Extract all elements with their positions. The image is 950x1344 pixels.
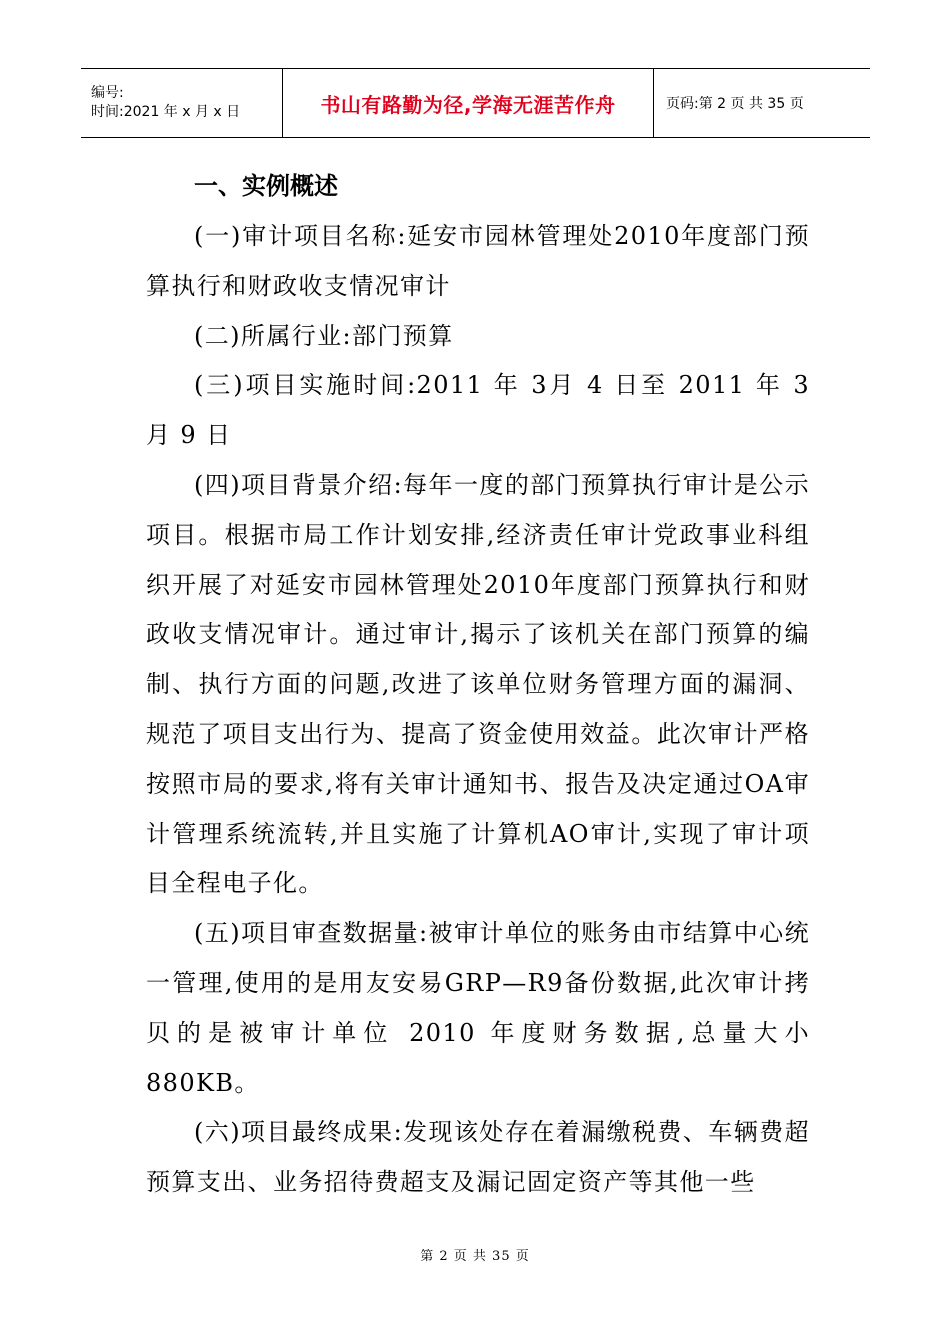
header-page-cell <box>654 69 870 137</box>
paragraph-implementation-time: (三)项目实施时间:2011 年 3月 4 日至 2011 年 3 月 9 日 <box>146 371 810 450</box>
header-meta-cell <box>81 69 283 137</box>
section-heading: 一、实例概述 <box>194 172 338 200</box>
document-body <box>146 162 810 1208</box>
paragraph-project-name: (一)审计项目名称:延安市园林管理处2010年度部门预算执行和财政收支情况审计 <box>146 222 810 300</box>
paragraph-final-results: (六)项目最终成果:发现该处存在着漏缴税费、车辆费超预算支出、业务招待费超支及漏记固定资产等其他一些 <box>146 1118 810 1197</box>
header-page-code: 页码:第 2 页 共 35 页 <box>666 96 804 112</box>
document-time-label: 时间:2021 年 x 月 x 日 <box>91 104 241 120</box>
document-number-label: 编号: <box>91 85 124 101</box>
paragraph-data-volume: (五)项目审查数据量:被审计单位的账务由市结算中心统一管理,使用的是用友安易GRP—R9备份数据,此次审计拷贝的是被审计单位 2010 年度财务数据,总量大小880KB。 <box>146 919 810 1097</box>
paragraph-industry: (二)所属行业:部门预算 <box>194 321 454 350</box>
paragraph-background: (四)项目背景介绍:每年一度的部门预算执行审计是公示项目。根据市局工作计划安排,经济责任审计党政事业科组织开展了对延安市园林管理处2010年度部门预算执行和财政收支情况审计。通过审计,揭示了该机关在部门预算的编制、执行方面的问题,改进了该单位财务管理方面的漏洞、规范了项目支出行为、提高了资金使用效益。此次审计严格按照市局的要求,将有关审计通知书、报告及决定通过OA审计管理系统流转,并且实施了计算机AO审计,实现了审计项目全程电子化。 <box>146 470 810 898</box>
page-footer: 第 2 页 共 35 页 <box>420 1249 530 1264</box>
page-header <box>81 68 870 138</box>
header-motto: 书山有路勤为径,学海无涯苦作舟 <box>320 92 616 117</box>
header-motto-cell <box>283 69 654 137</box>
